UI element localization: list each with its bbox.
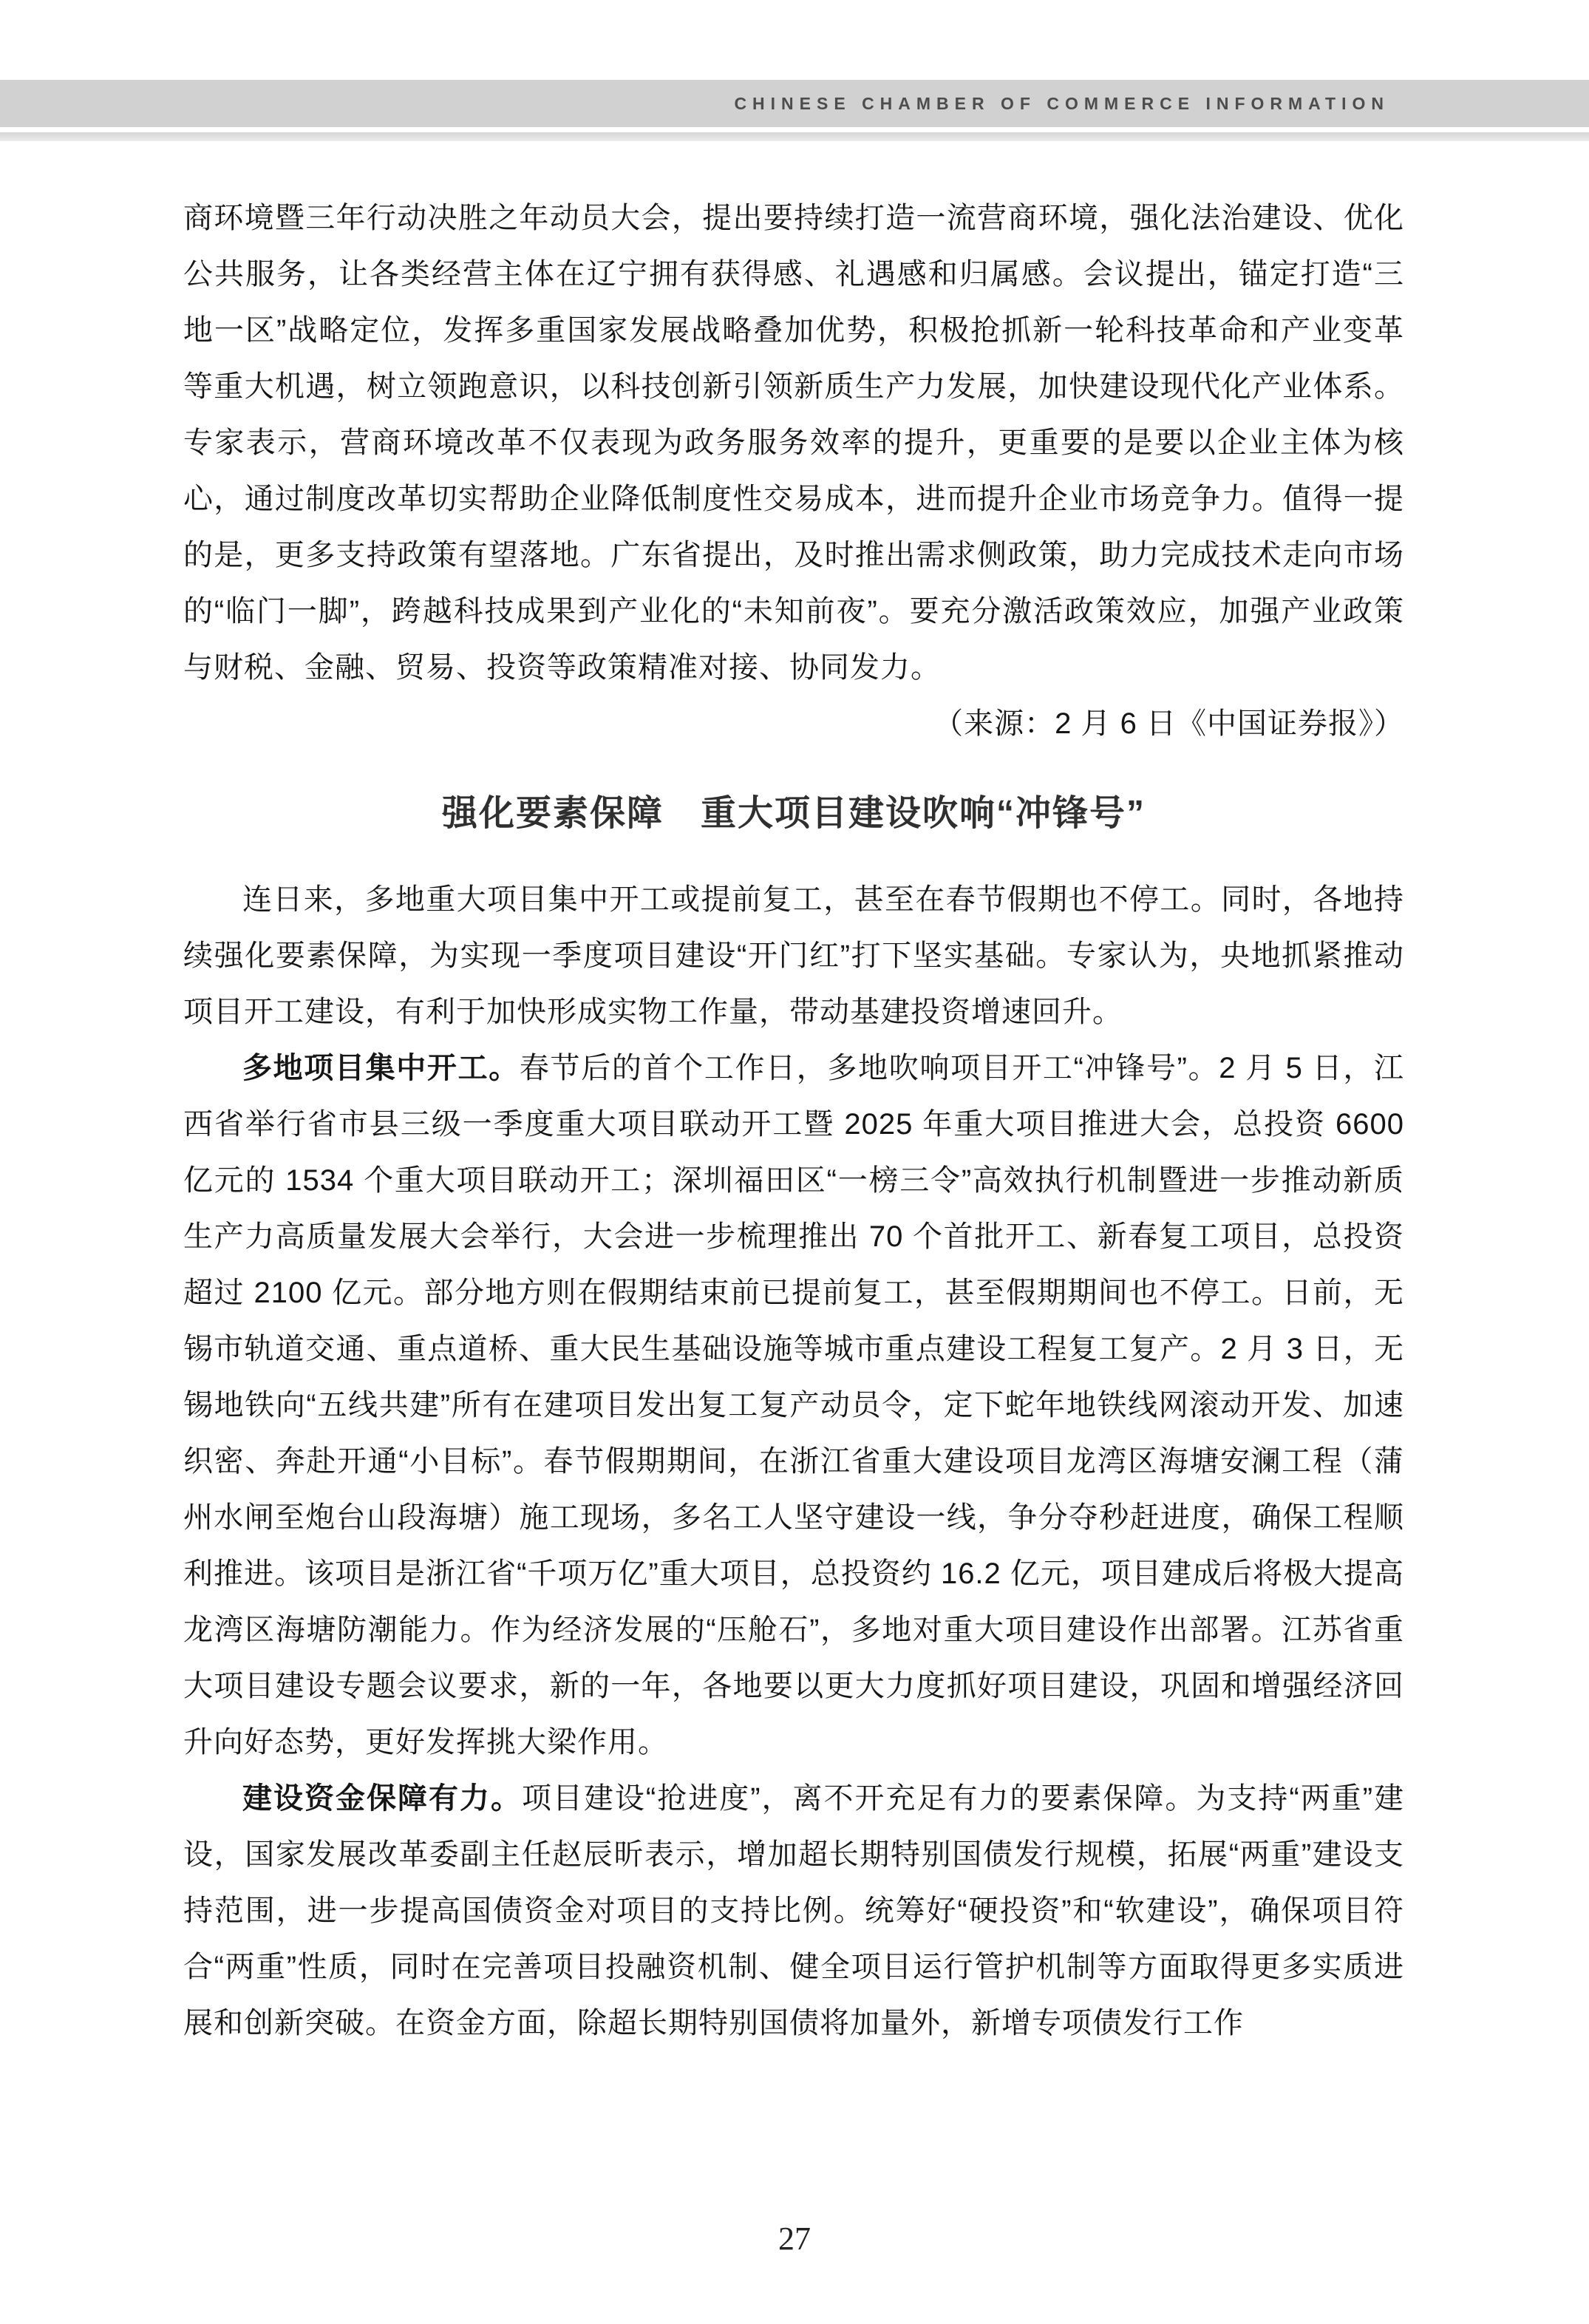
paragraph-text: 商环境暨三年行动决胜之年动员大会，提出要持续打造一流营商环境，强化法治建设、优化公共服务，让各类经营主体在辽宁拥有获得感、礼遇感和归属感。会议提出，锚定打造“三地一区”战略定位，发挥多重国家发展战略叠加优势，积极抢抓新一轮科技革命和产业变革等重大机遇，树立领跑意识，以科技创新引领新质生产力发展，加快建设现代化产业体系。专家表示，营商环境改革不仅表现为政务服务效率的提升，更重要的是要以企业主体为核心，通过制度改革切实帮助企业降低制度性交易成本，进而提升企业市场竞争力。值得一提的是，更多支持政策有望落地。广东省提出，及时推出需求侧政策，助力完成技术走向市场的“临门一脚”，跨越科技成果到产业化的“未知前夜”。要充分激活政策效应，加强产业政策与财税、金融、贸易、投资等政策精准对接、协同发力。 xyxy=(183,202,1404,684)
paragraph xyxy=(183,1770,1404,2051)
paragraph xyxy=(183,872,1404,1040)
header-divider xyxy=(0,132,1589,141)
paragraph-lead: 多地项目集中开工。 xyxy=(242,1052,520,1084)
header-banner-text: CHINESE CHAMBER OF COMMERCE INFORMATION xyxy=(734,93,1389,113)
paragraph xyxy=(183,1040,1404,1770)
page-number: 27 xyxy=(778,2221,811,2257)
header-band xyxy=(0,80,1589,127)
continued-paragraph xyxy=(183,190,1404,740)
paragraph-text: 连日来，多地重大项目集中开工或提前复工，甚至在春节假期也不停工。同时，各地持续强化要素保障，为实现一季度项目建设“开门红”打下坚实基础。专家认为，央地抓紧推动项目开工建设，有利于加快形成实物工作量，带动基建投资增速回升。 xyxy=(183,883,1404,1028)
source-attribution: （来源：2 月 6 日《中国证券报》） xyxy=(933,707,1404,740)
page-footer xyxy=(0,2220,1589,2257)
paragraph-text: 春节后的首个工作日，多地吹响项目开工“冲锋号”。2 月 5 日，江西省举行省市县三级一季度重大项目联动开工暨 2025 年重大项目推进大会，总投资 6600 亿元的 1534 个重大项目联动开工；深圳福田区“一榜三令”高效执行机制暨进一步推动新质生产力高质量发展大会举行，大会进一步梳理推出 70 个首批开工、新春复工项目，总投资超过 2100 亿元。部分地方则在假期结束前已提前复工，甚至假期期间也不停工。日前，无锡市轨道交通、重点道桥、重大民生基础设施等城市重点建设工程复工复产。2 月 3 日，无锡地铁向“五线共建”所有在建项目发出复工复产动员令，定下蛇年地铁线网滚动开发、加速织密、奔赴开通“小目标”。春节假期期间，在浙江省重大建设项目龙湾区海塘安澜工程（蒲州水闸至炮台山段海塘）施工现场，多名工人坚守建设一线，争分夺秒赶进度，确保工程顺利推进。该项目是浙江省“千项万亿”重大项目，总投资约 16.2 亿元，项目建成后将极大提高龙湾区海塘防潮能力。作为经济发展的“压舱石”，多地对重大项目建设作出部署。江苏省重大项目建设专题会议要求，新的一年，各地要以更大力度抓好项目建设，巩固和增强经济回升向好态势，更好发挥挑大梁作用。 xyxy=(183,1052,1404,1759)
article-content xyxy=(183,190,1404,2051)
article-title: 强化要素保障 重大项目建设吹响“冲锋号” xyxy=(441,794,1146,833)
paragraph-text: 项目建设“抢进度”，离不开充足有力的要素保障。为支持“两重”建设，国家发展改革委副主任赵辰昕表示，增加超长期特别国债发行规模，拓展“两重”建设支持范围，进一步提高国债资金对项目的支持比例。统筹好“硬投资”和“软建设”，确保项目符合“两重”性质，同时在完善项目投融资机制、健全项目运行管护机制等方面取得更多实质进展和创新突破。在资金方面，除超长期特别国债将加量外，新增专项债发行工作 xyxy=(183,1782,1405,2039)
paragraph-lead: 建设资金保障有力。 xyxy=(242,1782,522,1815)
